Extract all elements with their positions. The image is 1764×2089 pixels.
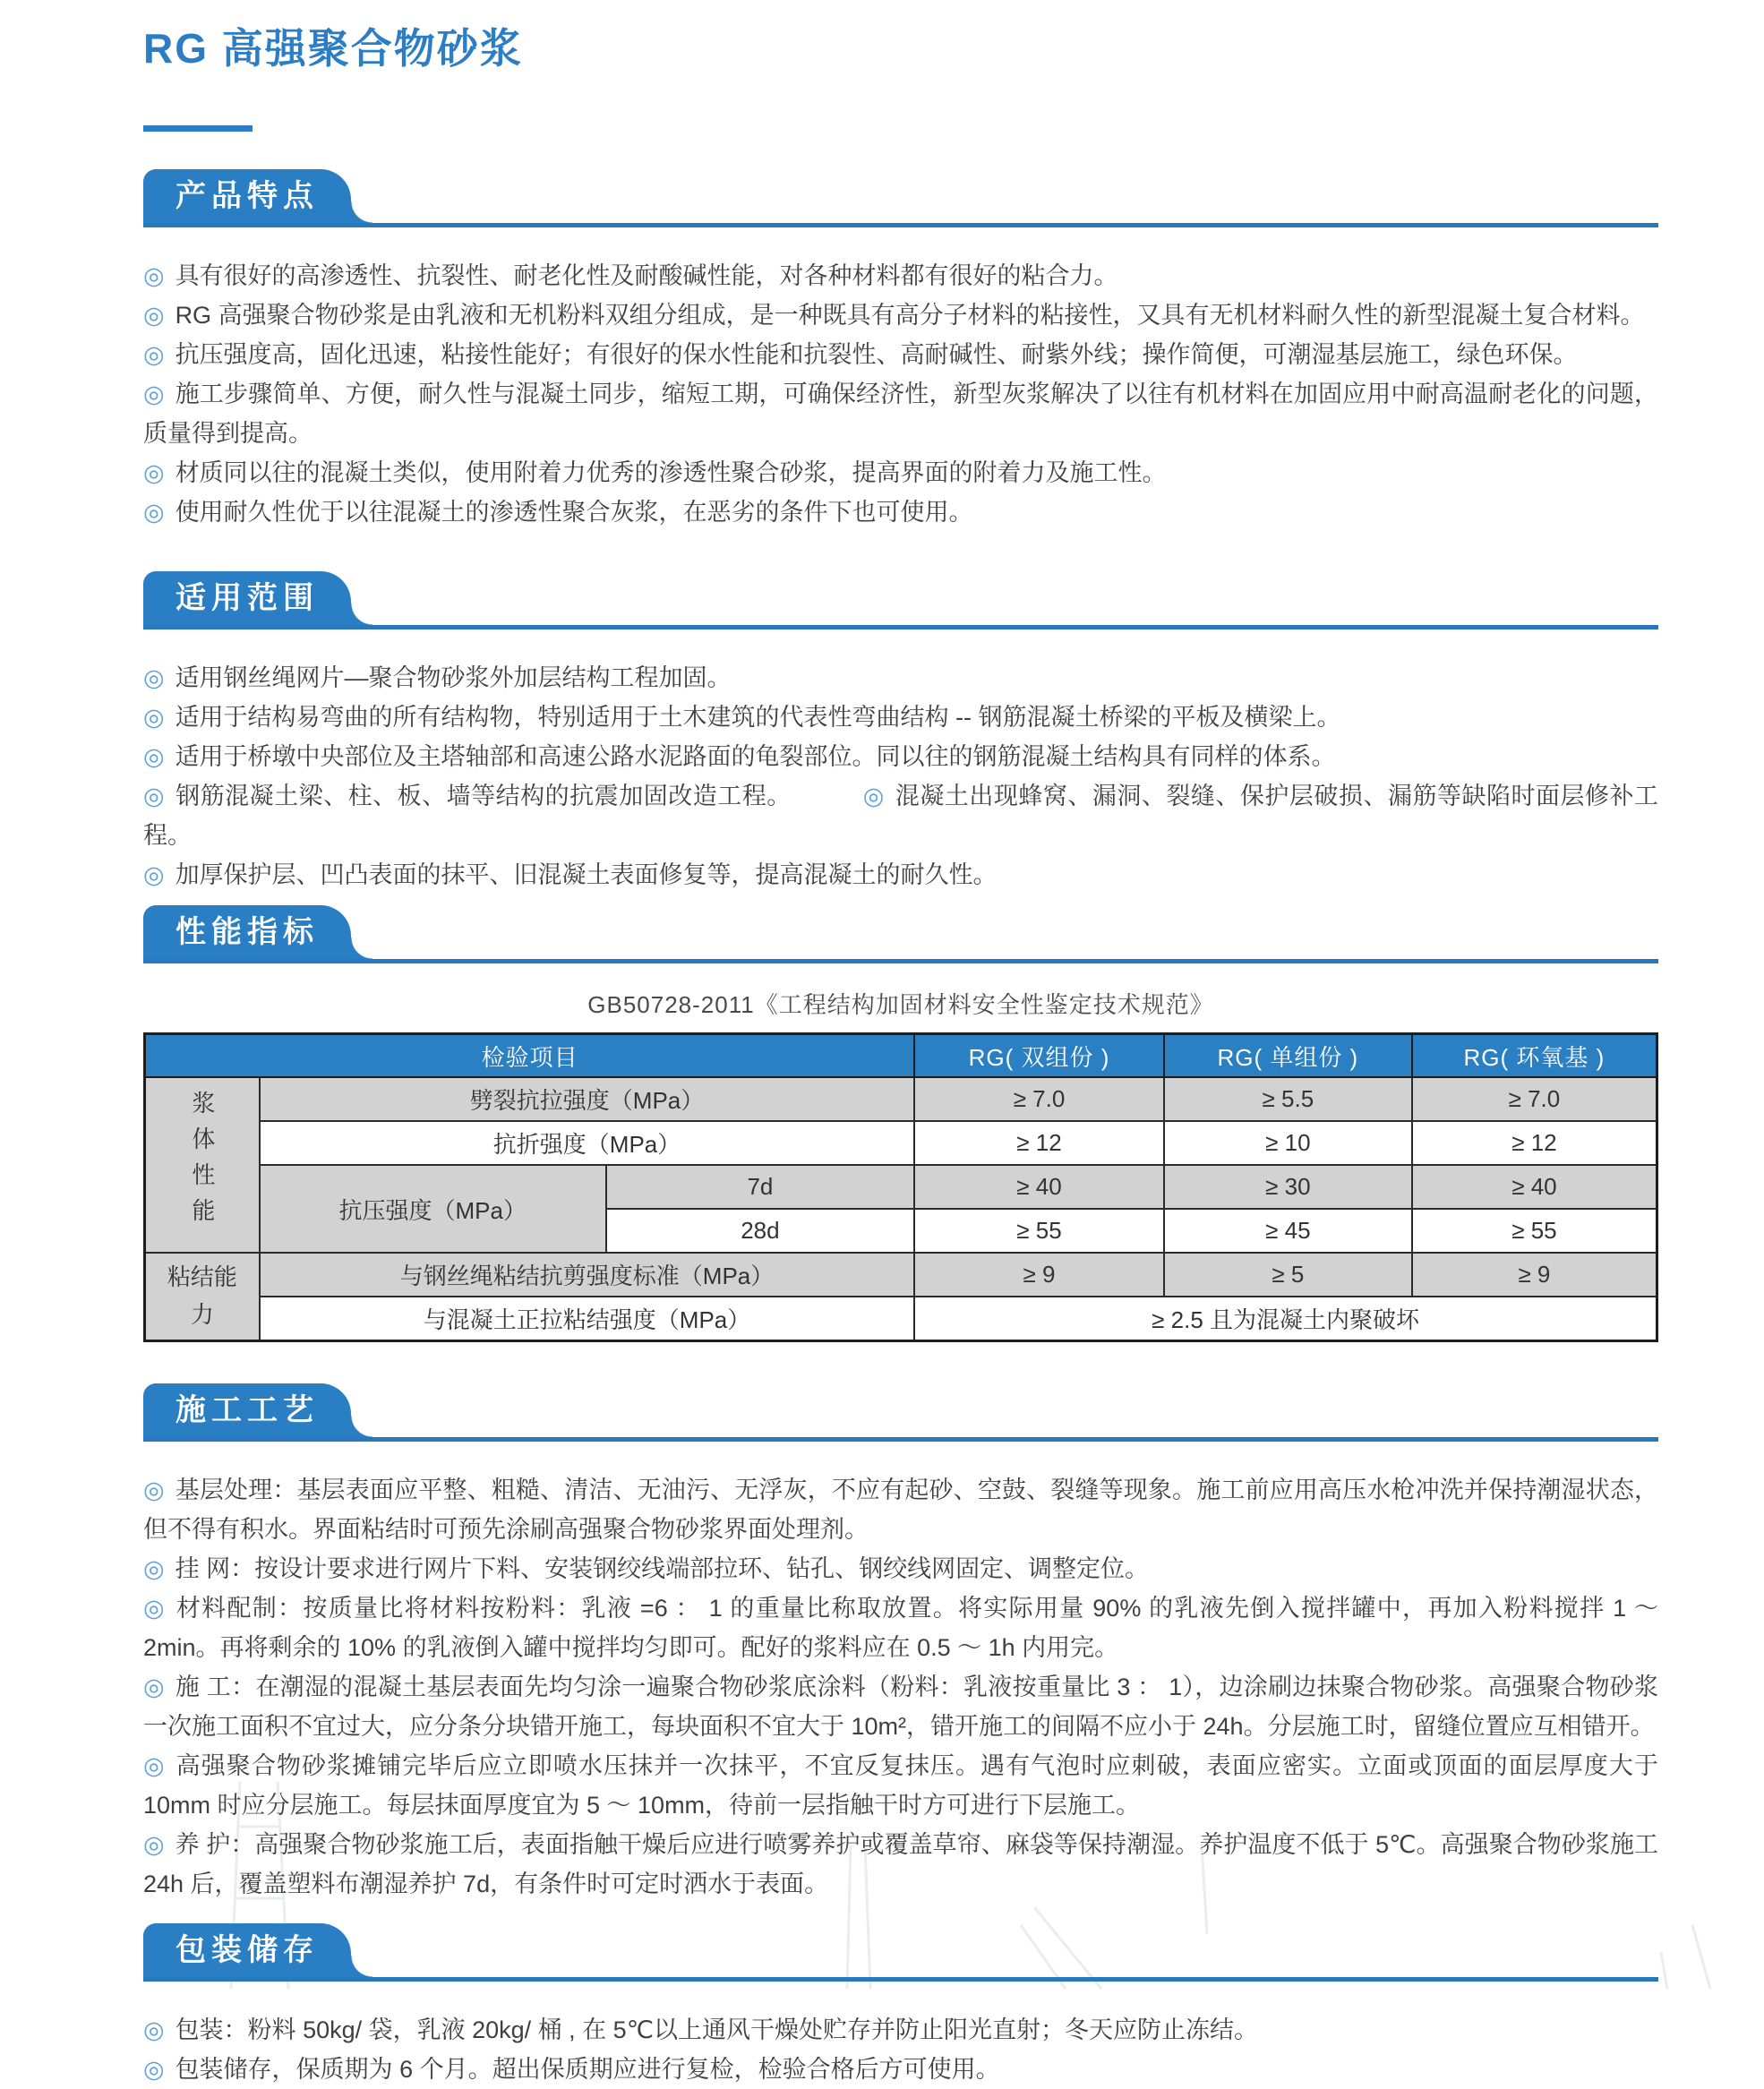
bullet-icon: ◎ (143, 2056, 165, 2083)
list-item (143, 658, 1658, 698)
list-item (143, 1825, 1658, 1904)
category-label: 粘结能力 (167, 1263, 237, 1328)
bullet-icon: ◎ (143, 1555, 165, 1582)
list-item-text: 挂 网：按设计要求进行网片下料、安装钢绞线端部拉环、钻孔、钢绞线网固定、调整定位。 (175, 1555, 1150, 1582)
bullet-icon: ◎ (143, 1477, 165, 1503)
bullet-icon: ◎ (143, 1595, 166, 1622)
value-cell: ≥ 55 (1412, 1209, 1657, 1253)
value-cell: ≥ 9 (914, 1253, 1164, 1297)
bullet-icon: ◎ (143, 861, 165, 888)
list-item-text: 钢筋混凝土梁、柱、板、墙等结构的抗震加固改造工程。 (176, 783, 792, 809)
bullet-icon: ◎ (143, 459, 165, 486)
category-cell-bond (145, 1253, 260, 1341)
list-item (143, 374, 1658, 453)
section-head-rule (143, 1923, 1658, 1982)
bullet-icon: ◎ (143, 262, 165, 289)
value-cell: ≥ 40 (1412, 1165, 1657, 1209)
value-cell: ≥ 55 (914, 1209, 1164, 1253)
value-cell: ≥ 5 (1164, 1253, 1412, 1297)
list-item (143, 453, 1658, 492)
dual-left (143, 783, 792, 809)
bullet-icon: ◎ (143, 302, 165, 329)
table-row (145, 1253, 1657, 1297)
item-label: 与钢丝绳粘结抗剪强度标准（MPa） (260, 1253, 914, 1297)
item-label: 抗折强度（MPa） (260, 1121, 914, 1165)
list-item-text: 包装储存，保质期为 6 个月。超出保质期应进行复检，检验合格后方可使用。 (175, 2056, 1000, 2083)
sub-label-28d: 28d (606, 1209, 915, 1253)
section-tab-performance: 性能指标 (143, 905, 351, 959)
section-performance (143, 905, 1658, 1342)
list-item (143, 1549, 1658, 1588)
merged-value-cell: ≥ 2.5 且为混凝土内聚破坏 (914, 1297, 1657, 1341)
page-content (143, 0, 1658, 2089)
section-tab-packaging: 包装储存 (143, 1923, 351, 1977)
col-header-rg-epoxy: RG( 环氧基 ) (1412, 1034, 1657, 1078)
item-label: 劈裂抗拉强度（MPa） (260, 1077, 914, 1121)
scope-list (143, 629, 1658, 895)
table-header-row (145, 1034, 1657, 1078)
value-cell: ≥ 12 (914, 1121, 1164, 1165)
list-item-text: 包装：粉料 50kg/ 袋，乳液 20kg/ 桶 , 在 5℃以上通风干燥处贮存并防止阳光直射；冬天应防止冻结。 (175, 2016, 1259, 2043)
list-item (143, 2050, 1658, 2089)
section-scope (143, 571, 1658, 895)
value-cell: ≥ 7.0 (914, 1077, 1164, 1121)
list-item-text: 施 工：在潮湿的混凝土基层表面先均匀涂一遍聚合物砂浆底涂料（粉料：乳液按重量比 3 ： 1），边涂刷边抹聚合物砂浆。高强聚合物砂浆一次施工面积不宜过大，应分条分块错开施工，每块面积不宜大于 10m²，错开施工的间隔不应小于 24h。分层施工时，留缝位置应互相错开。 (143, 1674, 1658, 1740)
item-label: 与混凝土正拉粘结强度（MPa） (260, 1297, 914, 1341)
list-item (143, 737, 1658, 776)
list-item (143, 1667, 1658, 1746)
bullet-icon: ◎ (143, 704, 165, 731)
list-item (143, 1470, 1658, 1549)
list-item-text: 材质同以往的混凝土类似，使用附着力优秀的渗透性聚合砂浆，提高界面的附着力及施工性。 (175, 459, 1167, 486)
col-header-rg-two: RG( 双组份 ) (914, 1034, 1164, 1078)
section-head-rule (143, 905, 1658, 963)
list-item (143, 256, 1658, 295)
list-item-text: 抗压强度高，固化迅速，粘接性能好；有很好的保水性能和抗裂性、高耐碱性、耐紫外线；操作简便，可潮湿基层施工，绿色环保。 (175, 341, 1578, 368)
bullet-icon: ◎ (143, 2016, 165, 2043)
col-header-rg-one: RG( 单组份 ) (1164, 1034, 1412, 1078)
list-item-text: 加厚保护层、凹凸表面的抹平、旧混凝土表面修复等，提高混凝土的耐久性。 (175, 861, 998, 888)
table-row (145, 1297, 1657, 1341)
section-head-rule (143, 571, 1658, 629)
list-item-text: 混凝土出现蜂窝、漏洞、裂缝、保护层破损、漏筋等缺陷时面层修补工程。 (143, 783, 1659, 849)
section-head-rule (143, 1383, 1658, 1442)
bullet-icon: ◎ (143, 499, 165, 526)
list-item-text: 具有很好的高渗透性、抗裂性、耐老化性及耐酸碱性能，对各种材料都有很好的粘合力。 (175, 262, 1118, 289)
table-row (145, 1165, 1657, 1209)
list-item (143, 335, 1658, 374)
value-cell: ≥ 30 (1164, 1165, 1412, 1209)
list-item (143, 492, 1658, 532)
value-cell: ≥ 12 (1412, 1121, 1657, 1165)
process-list (143, 1442, 1658, 1904)
section-tab-scope: 适用范围 (143, 571, 351, 625)
category-label: 浆体性能 (188, 1090, 216, 1234)
section-features (143, 169, 1658, 532)
list-item (143, 1746, 1658, 1825)
list-item-text: 使用耐久性优于以往混凝土的渗透性聚合灰浆，在恶劣的条件下也可使用。 (175, 499, 973, 526)
list-item (143, 698, 1658, 737)
value-cell: ≥ 45 (1164, 1209, 1412, 1253)
bullet-icon: ◎ (862, 783, 885, 809)
list-item (143, 1588, 1658, 1667)
value-cell: ≥ 5.5 (1164, 1077, 1412, 1121)
item-label-compressive: 抗压强度（MPa） (260, 1165, 606, 1253)
list-item-text: 施工步骤简单、方便，耐久性与混凝土同步，缩短工期，可确保经济性，新型灰浆解决了以往有机材料在加固应用中耐高温耐老化的问题，质量得到提高。 (143, 381, 1658, 447)
list-item (143, 2010, 1658, 2050)
list-item-text: 材料配制：按质量比将材料按粉料：乳液 =6 ： 1 的重量比称取放置。将实际用量 90% 的乳液先倒入搅拌罐中，再加入粉料搅拌 1 ～ 2min。再将剩余的 10% 的乳液倒入罐中搅拌均匀即可。配好的浆料应在 0.5 ～ 1h 内用完。 (143, 1595, 1658, 1661)
category-cell-slurry (145, 1077, 260, 1253)
list-item-text: 适用于结构易弯曲的所有结构物，特别适用于土木建筑的代表性弯曲结构 -- 钢筋混凝土桥梁的平板及横梁上。 (175, 704, 1341, 731)
bullet-icon: ◎ (143, 743, 165, 770)
value-cell: ≥ 9 (1412, 1253, 1657, 1297)
list-item-text: 适用于桥墩中央部位及主塔轴部和高速公路水泥路面的龟裂部位。同以往的钢筋混凝土结构具有同样的体系。 (175, 743, 1336, 770)
bullet-icon: ◎ (143, 341, 165, 368)
list-item-text: RG 高强聚合物砂浆是由乳液和无机粉料双组分组成，是一种既具有高分子材料的粘接性，又具有无机材料耐久性的新型混凝土复合材料。 (175, 302, 1645, 329)
section-packaging (143, 1923, 1658, 2089)
table-row (145, 1121, 1657, 1165)
list-item-text: 高强聚合物砂浆摊铺完毕后应立即喷水压抹并一次抹平，不宜反复抹压。遇有气泡时应刺破，表面应密实。立面或顶面的面层厚度大于 10mm 时应分层施工。每层抹面厚度宜为 5 ～ 10mm，待前一层指触干时方可进行下层施工。 (143, 1752, 1659, 1819)
performance-table (143, 1032, 1658, 1342)
bullet-icon: ◎ (143, 1752, 166, 1779)
list-item-text: 养 护：高强聚合物砂浆施工后，表面指触干燥后应进行喷雾养护或覆盖草帘、麻袋等保持潮湿。养护温度不低于 5℃。高强聚合物砂浆施工 24h 后，覆盖塑料布潮湿养护 7d，有条件时可定时洒水于表面。 (143, 1831, 1658, 1897)
section-head-rule (143, 169, 1658, 227)
bullet-icon: ◎ (143, 664, 165, 691)
list-item-text: 适用钢丝绳网片—聚合物砂浆外加层结构工程加固。 (175, 664, 732, 691)
sub-label-7d: 7d (606, 1165, 915, 1209)
list-item-text: 基层处理：基层表面应平整、粗糙、清洁、无油污、无浮灰，不应有起砂、空鼓、裂缝等现象。施工前应用高压水枪冲洗并保持潮湿状态，但不得有积水。界面粘结时可预先涂刷高强聚合物砂浆界面处理剂。 (143, 1477, 1658, 1543)
title-underline (143, 125, 253, 132)
packaging-list (143, 1982, 1658, 2089)
bullet-icon: ◎ (143, 1831, 165, 1858)
col-header-item: 检验项目 (145, 1034, 915, 1078)
table-row (145, 1077, 1657, 1121)
bullet-icon: ◎ (143, 381, 165, 407)
value-cell: ≥ 10 (1164, 1121, 1412, 1165)
section-tab-features: 产品特点 (143, 169, 351, 223)
bullet-icon: ◎ (143, 1674, 165, 1700)
section-process (143, 1383, 1658, 1904)
list-item-dual (143, 776, 1658, 855)
features-list (143, 227, 1658, 532)
page-title: RG 高强聚合物砂浆 (143, 25, 523, 72)
bullet-icon: ◎ (143, 783, 166, 809)
value-cell: ≥ 7.0 (1412, 1077, 1657, 1121)
list-item (143, 855, 1658, 895)
value-cell: ≥ 40 (914, 1165, 1164, 1209)
section-tab-process: 施工工艺 (143, 1383, 351, 1437)
table-caption: GB50728-2011《工程结构加固材料安全性鉴定技术规范》 (587, 991, 1214, 1018)
list-item (143, 295, 1658, 335)
